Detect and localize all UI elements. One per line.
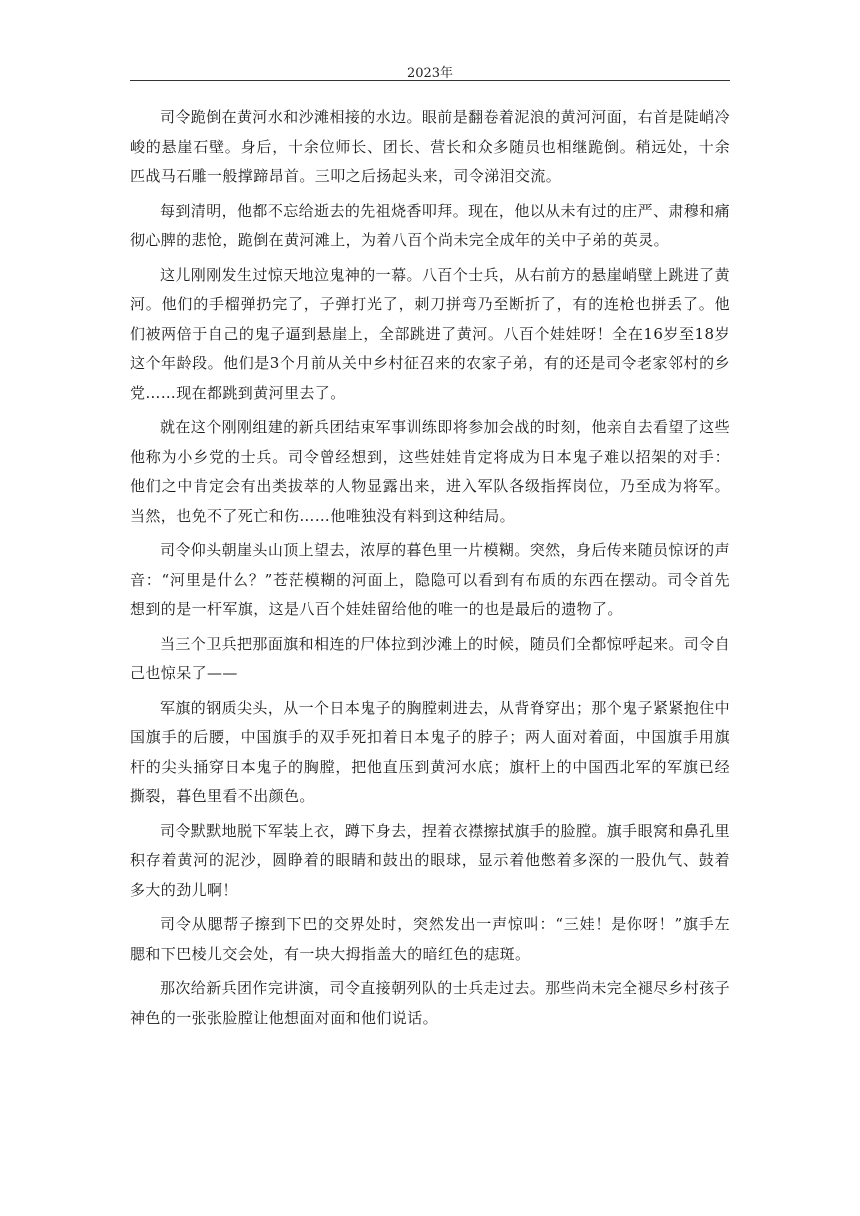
paragraph: 当三个卫兵把那面旗和相连的尸体拉到沙滩上的时候，随员们全都惊呼起来。司令自己也惊呆了—— (130, 634, 730, 682)
article-body (130, 103, 730, 1038)
paragraph: 军旗的钢质尖头，从一个日本鬼子的胸膛刺进去，从背脊穿出；那个鬼子紧紧抱住中国旗手的后腰，中国旗手的双手死扣着日本鬼子的脖子；两人面对着面，中国旗手用旗杆的尖头捅穿日本鬼子的胸膛，把他直压到黄河水底；旗杆上的中国西北军的军旗已经撕裂，暮色里看不出颜色。 (130, 698, 730, 805)
paragraph: 司令仰头朝崖头山顶上望去，浓厚的暮色里一片模糊。突然，身后传来随员惊讶的声音：“河里是什么？”苍茫模糊的河面上，隐隐可以看到有布质的东西在摆动。司令首先想到的是一杆军旗，这是八百个娃娃留给他的唯一的也是最后的遗物了。 (130, 541, 730, 618)
paragraph: 司令从腮帮子擦到下巴的交界处时，突然发出一声惊叫：“三娃！是你呀！”旗手左腮和下巴棱儿交会处，有一块大拇指盖大的暗红色的痣斑。 (130, 915, 730, 963)
header-divider (130, 80, 730, 81)
paragraph: 司令跪倒在黄河水和沙滩相接的水边。眼前是翻卷着泥浪的黄河河面，右首是陡峭冷峻的悬崖石壁。身后，十余位师长、团长、营长和众多随员也相继跪倒。稍远处，十余匹战马石雕一般撑蹄昂首。三叩之后扬起头来，司令涕泪交流。 (130, 108, 730, 185)
page-header: 2023年 (406, 66, 454, 81)
paragraph: 那次给新兵团作完讲演，司令直接朝列队的士兵走过去。那些尚未完全褪尽乡村孩子神色的一张张脸膛让他想面对面和他们说话。 (130, 979, 730, 1027)
paragraph: 这儿刚刚发生过惊天地泣鬼神的一幕。八百个士兵，从右前方的悬崖峭壁上跳进了黄河。他们的手榴弹扔完了，子弹打光了，刺刀拼弯乃至断折了，有的连枪也拼丢了。他们被两倍于自己的鬼子逼到悬崖上，全部跳进了黄河。八百个娃娃呀！全在16岁至18岁这个年龄段。他们是3个月前从关中乡村征召来的农家子弟，有的还是司令老家邻村的乡党……现在都跳到黄河里去了。 (130, 265, 730, 402)
paragraph: 司令默默地脱下军装上衣，蹲下身去，捏着衣襟擦拭旗手的脸膛。旗手眼窝和鼻孔里积存着黄河的泥沙，圆睁着的眼睛和鼓出的眼球，显示着他憋着多深的一股仇气、鼓着多大的劲儿啊！ (130, 821, 730, 899)
paragraph: 每到清明，他都不忘给逝去的先祖烧香叩拜。现在，他以从未有过的庄严、肃穆和痛彻心脾的悲怆，跪倒在黄河滩上，为着八百个尚未完全成年的关中子弟的英灵。 (130, 201, 730, 249)
paragraph: 就在这个刚刚组建的新兵团结束军事训练即将参加会战的时刻，他亲自去看望了这些他称为小乡党的士兵。司令曾经想到，这些娃娃肯定将成为日本鬼子难以招架的对手：他们之中肯定会有出类拔萃的人物显露出来，进入军队各级指挥岗位，乃至成为将军。当然，也免不了死亡和伤……他唯独没有料到这种结局。 (130, 418, 730, 525)
